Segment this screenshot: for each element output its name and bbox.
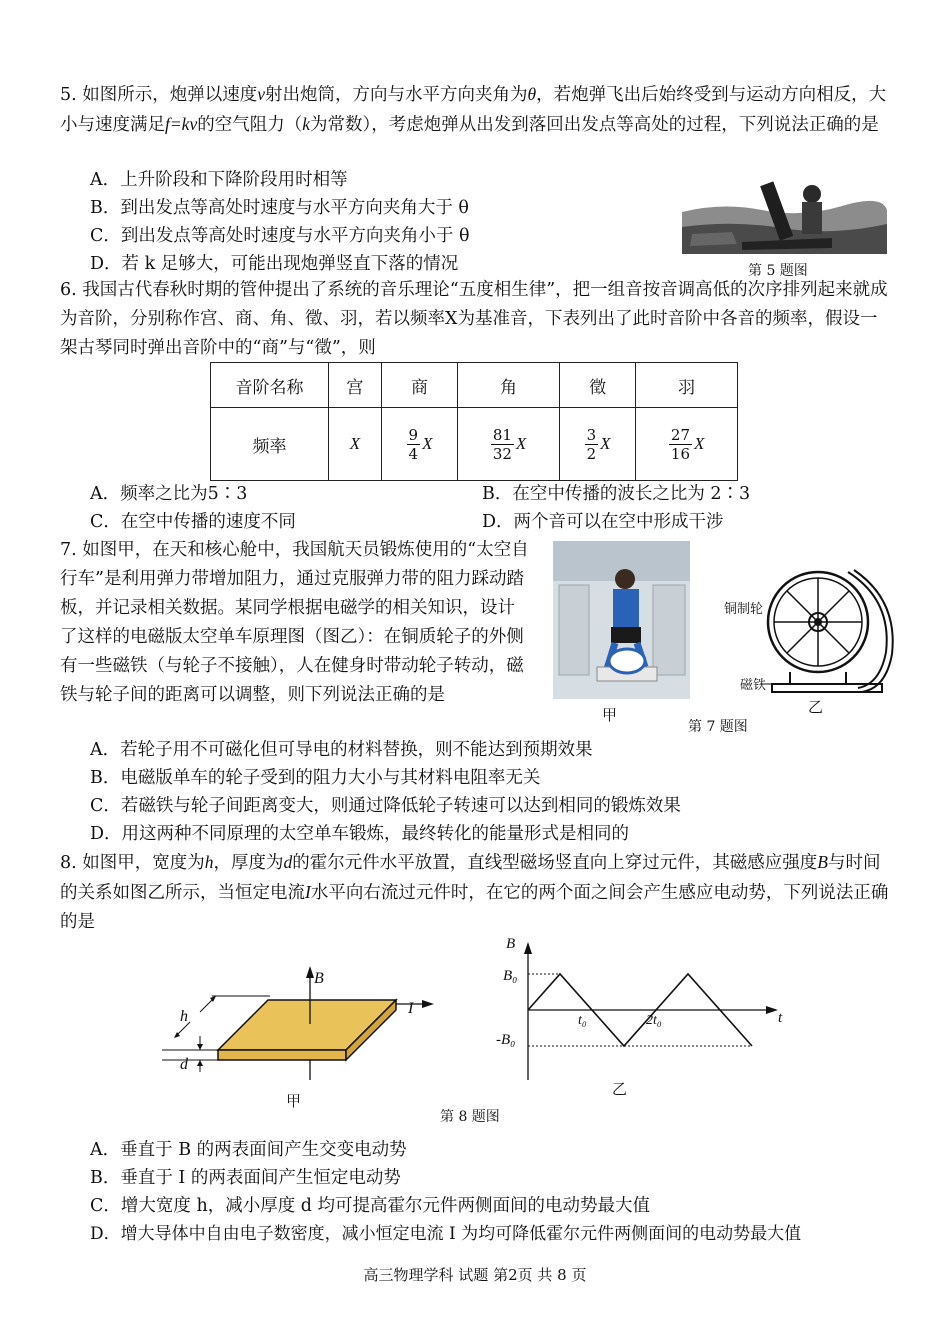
table-header-shang: 商 (381, 363, 457, 408)
label-current-I: I (408, 1000, 414, 1017)
freq-yu: $\frac{27}{16}$ X (636, 408, 738, 481)
q7-option-c[interactable]: C．若磁铁与轮子间距离变大，则通过降低轮子转速可以达到相同的锻炼效果 (90, 796, 681, 816)
q8-option-c[interactable]: C．增大宽度 h，减小厚度 d 均可提高霍尔元件两侧面间的电动势最大值 (90, 1196, 651, 1216)
graph-axis-t-label: t (778, 1010, 783, 1026)
q8-figure-caption: 第 8 题图 (440, 1109, 500, 1125)
table-header-gong: 宫 (329, 363, 382, 408)
q8-option-a[interactable]: A．垂直于 B 的两表面间产生交变电动势 (90, 1140, 407, 1160)
hall-element-diagram (150, 958, 450, 1108)
q8-option-b[interactable]: B．垂直于 I 的两表面间产生恒定电动势 (90, 1168, 401, 1188)
hall-plate-top (218, 1000, 396, 1050)
q7-option-a[interactable]: A．若轮子用不可磁化但可导电的材料替换，则不能达到预期效果 (90, 740, 593, 760)
q7-fig-label-yi: 乙 (808, 698, 824, 716)
freq-shang: $\frac{9}{4}$ X (381, 408, 457, 481)
ytick-B0: B₀ (503, 968, 518, 984)
table-header-zhi: 徵 (559, 363, 635, 408)
label-width-h: h (180, 1008, 188, 1025)
table-row (211, 408, 738, 481)
hall-plate-front (218, 1050, 346, 1060)
b-t-graph (490, 934, 800, 1094)
q8-fig-label-jia: 甲 (286, 1092, 302, 1110)
table-header-jue: 角 (458, 363, 560, 408)
label-thickness-d: d (180, 1056, 188, 1073)
xtick-t0: t₀ (578, 1013, 587, 1028)
freq-jue: $\frac{81}{32}$ X (458, 408, 560, 481)
q6-option-d[interactable]: D．两个音可以在空中形成干涉 (482, 512, 724, 532)
tone-frequency-table (210, 362, 738, 481)
q6-option-b[interactable]: B．在空中传播的波长之比为 2∶3 (482, 484, 751, 504)
q7-option-d[interactable]: D．用这两种不同原理的太空单车锻炼，最终转化的能量形式是相同的 (90, 824, 630, 844)
q6-option-c[interactable]: C．在空中传播的速度不同 (90, 512, 296, 532)
q5-option-a[interactable]: A．上升阶段和下降阶段用时相等 (90, 170, 348, 190)
xtick-2t0: 2t₀ (646, 1013, 662, 1028)
question-7-stem: 7. 如图甲，在天和核心舱中，我国航天员锻炼使用的“太空自行车”是利用弹力带增加阻力，通过克服弹力带的阻力踩动踏板，并记录相关数据。某同学根据电磁学的相关知识，设计了这样的电磁版太空单车原理图（图乙）：在铜质轮子的外侧有一些磁铁（与轮子不接触），人在健身时带动轮子转动，磁铁与轮子间的距离可以调整，则下列说法正确的是 (60, 540, 529, 705)
question-8 (60, 848, 890, 937)
table-row-label: 频率 (211, 408, 329, 481)
ytick-neg-B0: -B₀ (496, 1032, 516, 1048)
q5-figure-caption: 第 5 题图 (748, 263, 808, 279)
question-5-stem: 5. 如图所示，炮弹以速度v射出炮筒，方向与水平方向夹角为θ，若炮弹飞出后始终受到与运动方向相反，大小与速度满足f=kv的空气阻力（k为常数），考虑炮弹从出发到落回出发点等高处的过程，下列说法正确的是 (60, 84, 887, 135)
q7-figure-caption: 第 7 题图 (688, 719, 748, 735)
q5-option-d[interactable]: D．若 k 足够大，可能出现炮弹竖直下落的情况 (90, 254, 459, 274)
graph-axis-B-label: B (506, 936, 516, 952)
label-magnet: 磁铁 (740, 678, 767, 693)
label-B-field: B (314, 970, 324, 987)
question-7 (60, 536, 530, 710)
table-row (211, 363, 738, 408)
q7-fig-label-jia: 甲 (602, 706, 618, 724)
q8-fig-label-yi: 乙 (612, 1080, 628, 1098)
q8-option-d[interactable]: D．增大导体中自由电子数密度，减小恒定电流 I 为均可降低霍尔元件两侧面间的电动势最大值 (90, 1224, 802, 1244)
question-6-stem: 6. 我国古代春秋时期的管仲提出了系统的音乐理论“五度相生律”，把一组音按音调高低的次序排列起来就成为音阶，分别称作宫、商、角、徵、羽，若以频率X为基准音，下表列出了此时音阶中各音的频率，假设一架古琴同时弹出音阶中的“商”与“徵”，则 (60, 280, 888, 358)
page-footer: 高三物理学科 试题 第2页 共 8 页 (363, 1266, 587, 1284)
q5-option-c[interactable]: C．到出发点等高处时速度与水平方向夹角小于 θ (90, 226, 470, 246)
table-header-yu: 羽 (636, 363, 738, 408)
question-8-stem: 8. 如图甲，宽度为h，厚度为d的霍尔元件水平放置，直线型磁场竖直向上穿过元件，其磁感应强度B与时间的关系如图乙所示，当恒定电流I水平向右流过元件时，在它的两个面之间会产生感应电动势，下列说法正确的是 (60, 852, 889, 932)
label-copper-wheel: 铜制轮 (724, 602, 764, 617)
question-5 (60, 80, 890, 140)
artillery-photo (682, 172, 887, 254)
q6-option-a[interactable]: A．频率之比为5∶3 (90, 484, 248, 504)
table-header-label: 音阶名称 (211, 363, 329, 408)
q5-option-b[interactable]: B．到出发点等高处时速度与水平方向夹角大于 θ (90, 198, 469, 218)
freq-gong: X (329, 408, 382, 481)
question-6 (60, 276, 890, 363)
space-bike-photo (553, 541, 690, 699)
freq-zhi: $\frac{3}{2}$ X (559, 408, 635, 481)
q7-option-b[interactable]: B．电磁版单车的轮子受到的阻力大小与其材料电阻率无关 (90, 768, 541, 788)
